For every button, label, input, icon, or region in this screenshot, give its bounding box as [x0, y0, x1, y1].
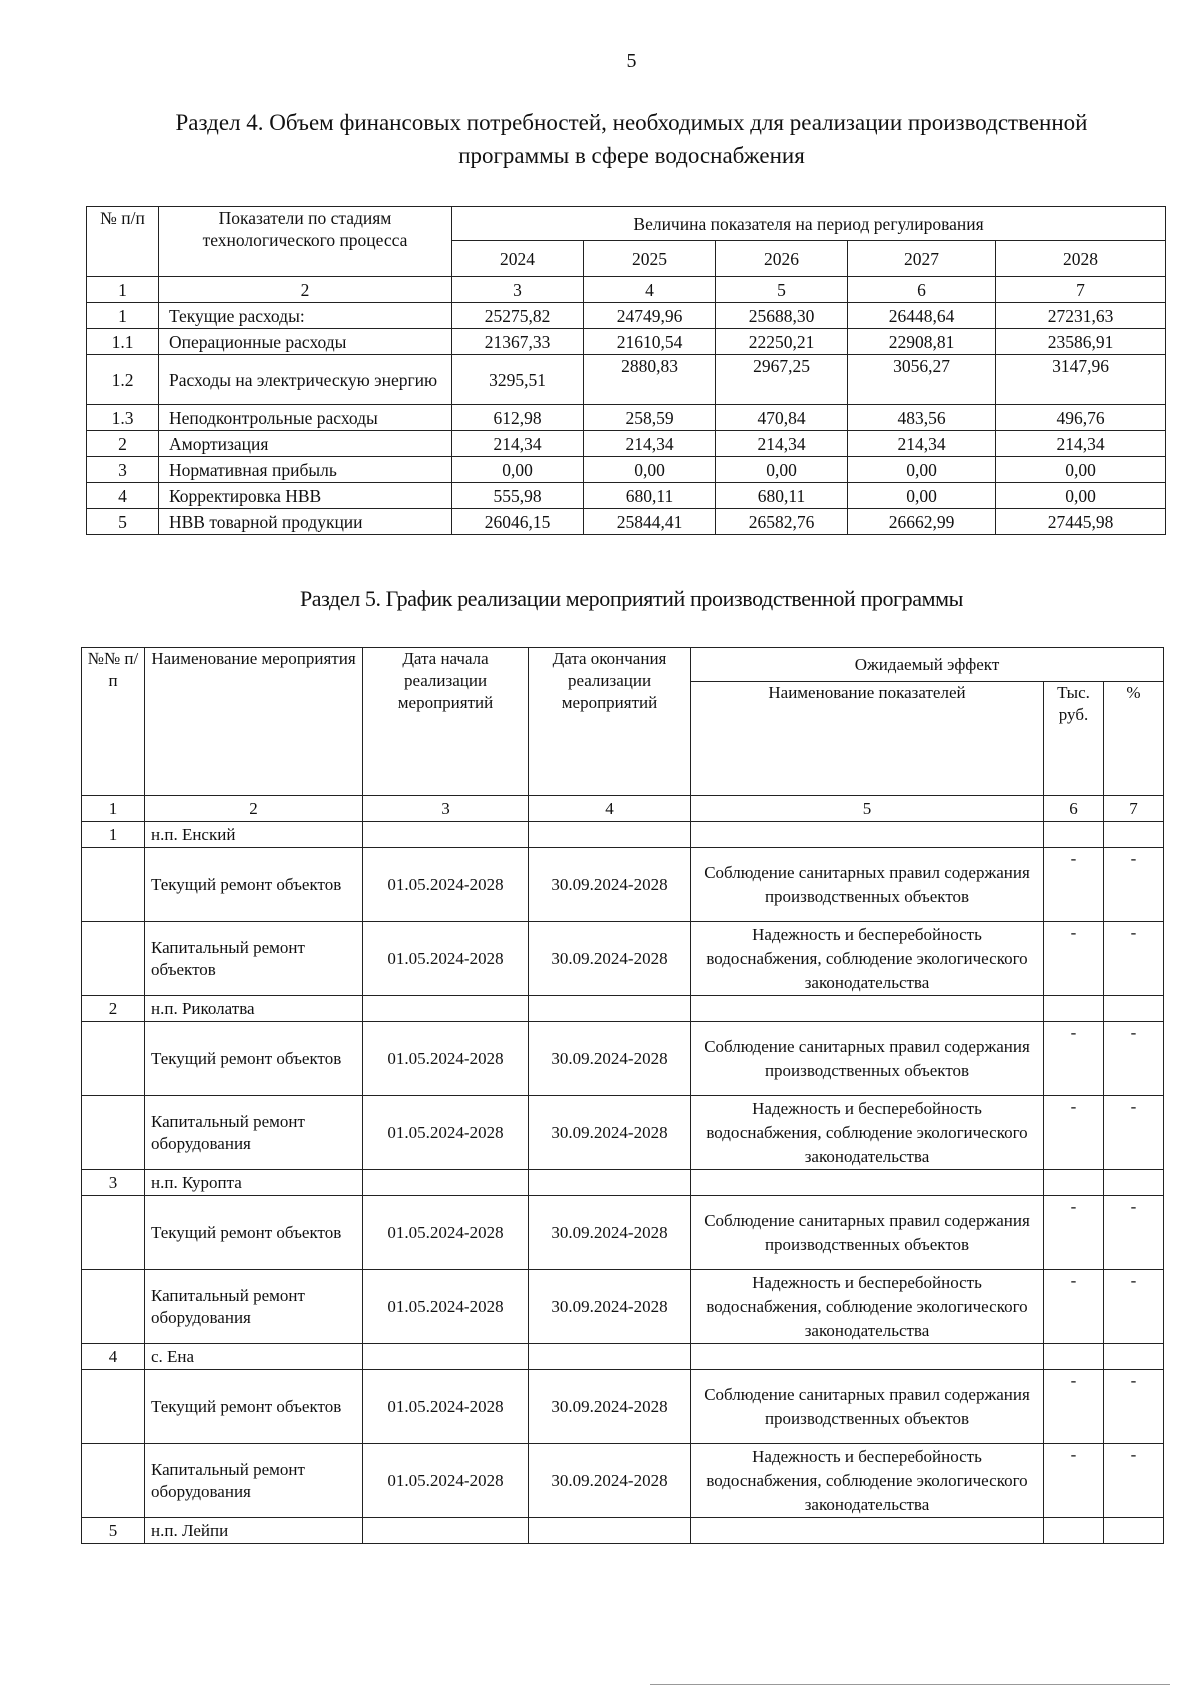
percent-value: - [1104, 848, 1164, 922]
indicator-value: 214,34 [848, 431, 996, 457]
thousand-rub-value: - [1044, 922, 1104, 996]
end-date: 30.09.2024-2028 [529, 1022, 691, 1096]
settlement-row [82, 1170, 1164, 1196]
effect-description: Соблюдение санитарных правил содержания производственных объектов [691, 1196, 1044, 1270]
indicator-value: 25275,82 [452, 303, 584, 329]
indicator-name: Корректировка НВВ [159, 483, 452, 509]
table-row [87, 431, 1166, 457]
indicator-value: 680,11 [716, 483, 848, 509]
table-row [82, 1196, 1164, 1270]
settlement-name: н.п. Лейпи [145, 1518, 363, 1544]
empty-cell [691, 822, 1044, 848]
header-period: Величина показателя на период регулирования [452, 207, 1166, 241]
section4-title [0, 106, 1200, 172]
effect-description: Надежность и бесперебойность водоснабжения, соблюдение экологического законодательства [691, 1096, 1044, 1170]
header-year: 2024 [452, 241, 584, 277]
effect-description: Соблюдение санитарных правил содержания производственных объектов [691, 1022, 1044, 1096]
section5-title: Раздел 5. График реализации мероприятий производственной программы [299, 586, 964, 611]
empty-cell [529, 1170, 691, 1196]
page-number: 5 [626, 50, 637, 72]
indicator-value: 214,34 [584, 431, 716, 457]
indicator-value: 26448,64 [848, 303, 996, 329]
start-date: 01.05.2024-2028 [363, 848, 529, 922]
event-name: Капитальный ремонт объектов [145, 922, 363, 996]
indicator-value: 0,00 [996, 457, 1166, 483]
table-row [82, 1096, 1164, 1170]
table-row [82, 1444, 1164, 1518]
table-row [87, 483, 1166, 509]
empty-cell [691, 1170, 1044, 1196]
indicator-name: НВВ товарной продукции [159, 509, 452, 535]
column-number: 6 [848, 277, 996, 303]
indicator-value: 26046,15 [452, 509, 584, 535]
header-year: 2028 [996, 241, 1166, 277]
settlement-name: н.п. Риколатва [145, 996, 363, 1022]
indicator-value: 3147,96 [996, 355, 1166, 405]
header-year: 2026 [716, 241, 848, 277]
empty-cell [1104, 822, 1164, 848]
indicator-name: Нормативная прибыль [159, 457, 452, 483]
row-number: 1.2 [87, 355, 159, 405]
schedule-table [81, 647, 1164, 1544]
table-row [82, 1370, 1164, 1444]
column-number: 2 [145, 796, 363, 822]
settlement-row [82, 996, 1164, 1022]
indicator-value: 21610,54 [584, 329, 716, 355]
row-number: 5 [82, 1518, 145, 1544]
empty-cell [363, 996, 529, 1022]
empty-cell [1044, 1170, 1104, 1196]
column-number: 6 [1044, 796, 1104, 822]
start-date: 01.05.2024-2028 [363, 1022, 529, 1096]
indicator-value: 23586,91 [996, 329, 1166, 355]
percent-value: - [1104, 1196, 1164, 1270]
event-name: Капитальный ремонт оборудования [145, 1444, 363, 1518]
event-name: Текущий ремонт объектов [145, 1370, 363, 1444]
footer-rule [650, 1684, 1170, 1686]
header-indicator-name: Наименование показателей [691, 682, 1044, 796]
column-number: 7 [1104, 796, 1164, 822]
start-date: 01.05.2024-2028 [363, 1370, 529, 1444]
table-row [82, 848, 1164, 922]
indicator-value: 26662,99 [848, 509, 996, 535]
indicator-value: 2880,83 [584, 355, 716, 405]
row-number: 3 [82, 1170, 145, 1196]
header-percent: % [1104, 682, 1164, 796]
column-numbers-row [82, 796, 1164, 822]
header-thousand-rub: Тыс. руб. [1044, 682, 1104, 796]
percent-value: - [1104, 1370, 1164, 1444]
row-number: 1 [87, 303, 159, 329]
indicator-value: 21367,33 [452, 329, 584, 355]
empty-cell [691, 1344, 1044, 1370]
indicator-name: Неподконтрольные расходы [159, 405, 452, 431]
indicator-name: Расходы на электрическую энергию [159, 355, 452, 405]
column-number: 7 [996, 277, 1166, 303]
percent-value: - [1104, 1096, 1164, 1170]
percent-value: - [1104, 1022, 1164, 1096]
event-name: Текущий ремонт объектов [145, 1196, 363, 1270]
financial-needs-table [86, 206, 1166, 535]
empty-cell [691, 996, 1044, 1022]
empty-cell [1104, 996, 1164, 1022]
row-number: 2 [87, 431, 159, 457]
indicator-value: 496,76 [996, 405, 1166, 431]
empty-cell [82, 1022, 145, 1096]
indicator-value: 680,11 [584, 483, 716, 509]
empty-cell [82, 1444, 145, 1518]
end-date: 30.09.2024-2028 [529, 1444, 691, 1518]
indicator-value: 25688,30 [716, 303, 848, 329]
indicator-name: Текущие расходы: [159, 303, 452, 329]
percent-value: - [1104, 1444, 1164, 1518]
thousand-rub-value: - [1044, 1096, 1104, 1170]
empty-cell [1104, 1170, 1164, 1196]
indicator-value: 0,00 [716, 457, 848, 483]
column-number: 5 [716, 277, 848, 303]
start-date: 01.05.2024-2028 [363, 1096, 529, 1170]
empty-cell [529, 1344, 691, 1370]
header-num: № п/п [87, 207, 159, 277]
empty-cell [529, 1518, 691, 1544]
column-number: 1 [82, 796, 145, 822]
indicator-value: 555,98 [452, 483, 584, 509]
indicator-value: 3056,27 [848, 355, 996, 405]
header-year: 2027 [848, 241, 996, 277]
indicator-value: 214,34 [452, 431, 584, 457]
header-num: №№ п/п [82, 648, 145, 796]
header-event: Наименование мероприятия [145, 648, 363, 796]
indicator-value: 214,34 [716, 431, 848, 457]
end-date: 30.09.2024-2028 [529, 1270, 691, 1344]
event-name: Капитальный ремонт оборудования [145, 1270, 363, 1344]
indicator-name: Операционные расходы [159, 329, 452, 355]
header-end-date: Дата окончания реализации мероприятий [529, 648, 691, 796]
row-number: 4 [87, 483, 159, 509]
indicator-value: 612,98 [452, 405, 584, 431]
thousand-rub-value: - [1044, 1270, 1104, 1344]
column-number: 4 [529, 796, 691, 822]
column-number: 2 [159, 277, 452, 303]
table-row [87, 303, 1166, 329]
indicator-value: 22250,21 [716, 329, 848, 355]
percent-value: - [1104, 1270, 1164, 1344]
thousand-rub-value: - [1044, 1022, 1104, 1096]
settlement-name: с. Ена [145, 1344, 363, 1370]
column-numbers-row [87, 277, 1166, 303]
settlement-name: н.п. Куропта [145, 1170, 363, 1196]
empty-cell [1044, 1344, 1104, 1370]
table-row [87, 509, 1166, 535]
indicator-value: 24749,96 [584, 303, 716, 329]
percent-value: - [1104, 922, 1164, 996]
indicator-value: 214,34 [996, 431, 1166, 457]
column-number: 3 [452, 277, 584, 303]
empty-cell [1044, 996, 1104, 1022]
indicator-value: 0,00 [452, 457, 584, 483]
settlement-name: н.п. Енский [145, 822, 363, 848]
table-row [82, 1270, 1164, 1344]
empty-cell [82, 1196, 145, 1270]
row-number: 3 [87, 457, 159, 483]
indicator-value: 27231,63 [996, 303, 1166, 329]
event-name: Капитальный ремонт оборудования [145, 1096, 363, 1170]
end-date: 30.09.2024-2028 [529, 1370, 691, 1444]
thousand-rub-value: - [1044, 1370, 1104, 1444]
column-number: 3 [363, 796, 529, 822]
thousand-rub-value: - [1044, 1196, 1104, 1270]
indicator-value: 27445,98 [996, 509, 1166, 535]
event-name: Текущий ремонт объектов [145, 848, 363, 922]
start-date: 01.05.2024-2028 [363, 1196, 529, 1270]
section4-title-line1: Раздел 4. Объем финансовых потребностей, необходимых для реализации производственной [175, 110, 1088, 135]
empty-cell [363, 822, 529, 848]
column-number: 4 [584, 277, 716, 303]
table-row [87, 329, 1166, 355]
table-row [87, 355, 1166, 405]
thousand-rub-value: - [1044, 848, 1104, 922]
effect-description: Соблюдение санитарных правил содержания производственных объектов [691, 848, 1044, 922]
end-date: 30.09.2024-2028 [529, 848, 691, 922]
indicator-name: Амортизация [159, 431, 452, 457]
empty-cell [1044, 1518, 1104, 1544]
empty-cell [363, 1344, 529, 1370]
indicator-value: 0,00 [848, 457, 996, 483]
end-date: 30.09.2024-2028 [529, 1096, 691, 1170]
thousand-rub-value: - [1044, 1444, 1104, 1518]
empty-cell [82, 922, 145, 996]
column-number: 1 [87, 277, 159, 303]
header-effect: Ожидаемый эффект [691, 648, 1164, 682]
empty-cell [529, 822, 691, 848]
start-date: 01.05.2024-2028 [363, 1444, 529, 1518]
table-row [82, 1022, 1164, 1096]
column-number: 5 [691, 796, 1044, 822]
indicator-value: 3295,51 [452, 355, 584, 405]
effect-description: Надежность и бесперебойность водоснабжения, соблюдение экологического законодательства [691, 1270, 1044, 1344]
indicator-value: 0,00 [848, 483, 996, 509]
header-year: 2025 [584, 241, 716, 277]
effect-description: Надежность и бесперебойность водоснабжения, соблюдение экологического законодательства [691, 1444, 1044, 1518]
settlement-row [82, 1344, 1164, 1370]
empty-cell [82, 1270, 145, 1344]
section4-title-line2: программы в сфере водоснабжения [458, 143, 805, 168]
row-number: 5 [87, 509, 159, 535]
row-number: 1.3 [87, 405, 159, 431]
empty-cell [1104, 1518, 1164, 1544]
start-date: 01.05.2024-2028 [363, 922, 529, 996]
indicator-value: 483,56 [848, 405, 996, 431]
indicator-value: 25844,41 [584, 509, 716, 535]
empty-cell [82, 1096, 145, 1170]
empty-cell [363, 1518, 529, 1544]
indicator-value: 258,59 [584, 405, 716, 431]
table-row [87, 405, 1166, 431]
empty-cell [363, 1170, 529, 1196]
settlement-row [82, 822, 1164, 848]
empty-cell [529, 996, 691, 1022]
header-start-date: Дата начала реализации мероприятий [363, 648, 529, 796]
end-date: 30.09.2024-2028 [529, 1196, 691, 1270]
start-date: 01.05.2024-2028 [363, 1270, 529, 1344]
event-name: Текущий ремонт объектов [145, 1022, 363, 1096]
header-indicator: Показатели по стадиям технологического процесса [159, 207, 452, 277]
empty-cell [691, 1518, 1044, 1544]
indicator-value: 26582,76 [716, 509, 848, 535]
row-number: 2 [82, 996, 145, 1022]
settlement-row [82, 1518, 1164, 1544]
indicator-value: 22908,81 [848, 329, 996, 355]
empty-cell [82, 848, 145, 922]
table-row [82, 922, 1164, 996]
empty-cell [1044, 822, 1104, 848]
table-row [87, 457, 1166, 483]
row-number: 1 [82, 822, 145, 848]
indicator-value: 0,00 [584, 457, 716, 483]
indicator-value: 0,00 [996, 483, 1166, 509]
effect-description: Соблюдение санитарных правил содержания производственных объектов [691, 1370, 1044, 1444]
row-number: 1.1 [87, 329, 159, 355]
empty-cell [82, 1370, 145, 1444]
indicator-value: 470,84 [716, 405, 848, 431]
end-date: 30.09.2024-2028 [529, 922, 691, 996]
indicator-value: 2967,25 [716, 355, 848, 405]
row-number: 4 [82, 1344, 145, 1370]
empty-cell [1104, 1344, 1164, 1370]
effect-description: Надежность и бесперебойность водоснабжения, соблюдение экологического законодательства [691, 922, 1044, 996]
